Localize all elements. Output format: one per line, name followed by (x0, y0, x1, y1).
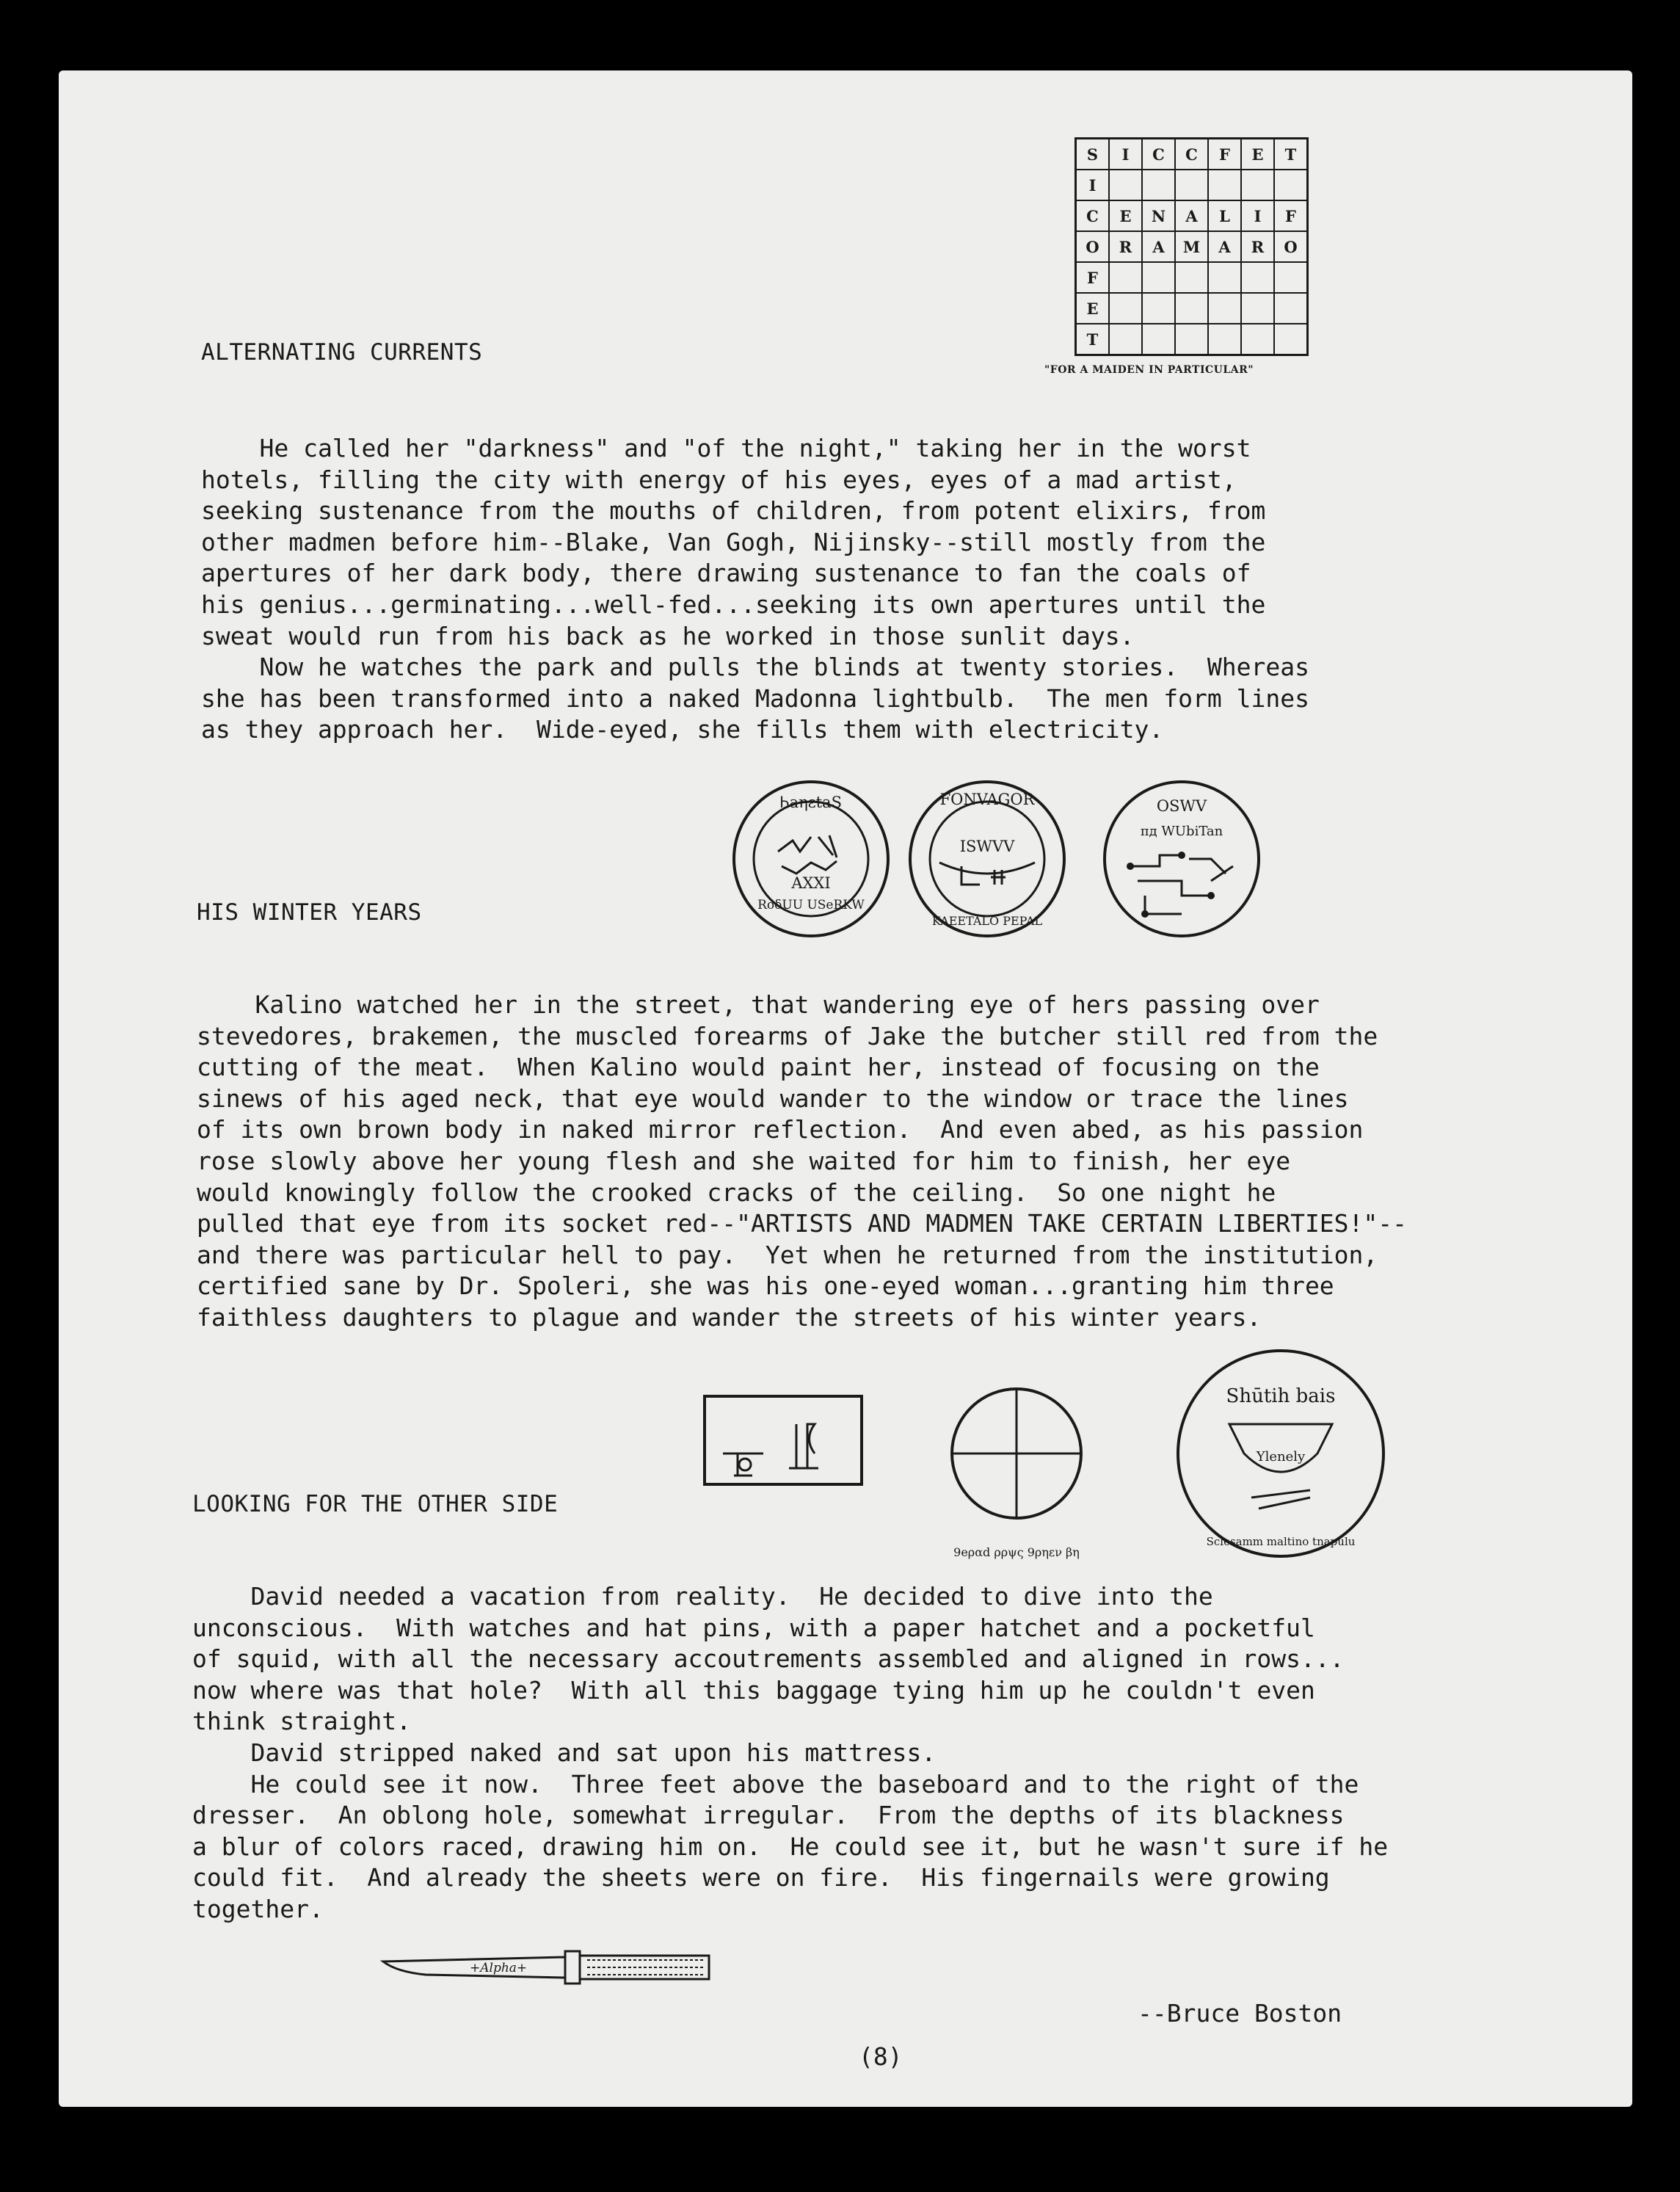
seal-two-top-text: FONVAGOR (939, 791, 1035, 808)
acrostic-grid (1074, 137, 1309, 356)
ornate-seal (1178, 1351, 1383, 1556)
acrostic-cell (1242, 263, 1273, 292)
acrostic-cell: F (1275, 201, 1306, 231)
acrostic-cell: O (1275, 232, 1306, 261)
acrostic-cell: A (1143, 232, 1174, 261)
quadrant-seal-text: 9eραd ρρψς 9ρηεν βη (953, 1545, 1080, 1559)
acrostic-cell (1176, 294, 1207, 323)
seal-two (910, 782, 1064, 936)
acrostic-cell: O (1077, 232, 1108, 261)
acrostic-cell (1176, 170, 1207, 200)
seal-one-top-text: ᏂaηɛtaS (779, 794, 843, 811)
acrostic-cell: M (1176, 232, 1207, 261)
acrostic-cell: T (1275, 139, 1306, 169)
acrostic-cell (1110, 294, 1141, 323)
acrostic-cell (1275, 263, 1306, 292)
acrostic-cell: I (1110, 139, 1141, 169)
acrostic-cell (1209, 324, 1240, 354)
seal-one (734, 782, 888, 936)
seal-one-ring-text: RoδUU USeRKW (757, 898, 865, 912)
acrostic-cell: R (1110, 232, 1141, 261)
acrostic-cell (1143, 324, 1174, 354)
acrostic-cell: A (1209, 232, 1240, 261)
acrostic-cell: E (1242, 139, 1273, 169)
acrostic-cell (1110, 324, 1141, 354)
acrostic-cell: E (1077, 294, 1108, 323)
acrostic-cell: C (1143, 139, 1174, 169)
section-body-his-winter-years: Kalino watched her in the street, that wandering eye of hers passing over stevedores, brakemen, the muscled forearms of Jake the butcher still red from the cutting of the meat. When Kalino would paint her, instead of focusing on the sinews of his aged neck, that eye would wander to the window or trace the lines of its own brown body in naked mirror reflection. And even abed, as his passion rose slowly above her young flesh and she waited for him to finish, her eye would knowingly follow the crooked cracks of the ceiling. So one night he pulled that eye from its socket red--"ARTISTS AND MADMEN TAKE CERTAIN LIBERTIES!"-- and there was particular hell to pay. Yet when he returned from the institution, certified sane by Dr. Spoleri, she was his one-eyed woman...granting him three faithless daughters to plague and wander the streets of his winter years. (197, 990, 1408, 1332)
acrostic-cell: R (1242, 232, 1273, 261)
acrostic-cell: L (1209, 201, 1240, 231)
acrostic-cell: A (1176, 201, 1207, 231)
quadrant-seal (952, 1389, 1081, 1559)
section-body-alternating-currents: He called her "darkness" and "of the night," taking her in the worst hotels, filling the city with energy of his eyes, eyes of a mad artist, seeking sustenance from the mouths of children, from potent elixirs, from other madmen before him--Blake, Van Gogh, Nijinsky--still mostly from the apertures of her dark body, there drawing sustenance to fan the coals of his genius...germinating...well-fed...seeking its own apertures until the sweat would run from his back as he worked in those sunlit days. Now he watches the park and pulls the blinds at twenty stories. Whereas she has been transformed into a naked Madonna lightbulb. The men form lines as they approach her. Wide-eyed, she fills them with electricity. (201, 434, 1309, 744)
acrostic-cell (1209, 170, 1240, 200)
acrostic-cell: S (1077, 139, 1108, 169)
author-signature: --Bruce Boston (1138, 1999, 1342, 2028)
acrostic-cell (1176, 324, 1207, 354)
ornate-seal-top-text: Shūtih bais (1226, 1385, 1336, 1407)
seal-one-mid-text: AXXI (791, 874, 831, 892)
acrostic-caption: "FOR A MAIDEN IN PARTICULAR" (1044, 364, 1254, 376)
acrostic-cell: I (1077, 170, 1108, 200)
acrostic-cell (1143, 170, 1174, 200)
ornate-seal-mid-text: Ylenely (1256, 1449, 1306, 1465)
seal-two-mid-text: ISWVV (959, 838, 1015, 855)
seals-row-two (705, 1343, 1380, 1564)
acrostic-cell: T (1077, 324, 1108, 354)
seal-three-top-text: OSWV (1156, 797, 1207, 815)
seals-row-one (734, 778, 1277, 947)
acrostic-cell: F (1209, 139, 1240, 169)
acrostic-cell (1275, 324, 1306, 354)
knife-label: +Alpha+ (470, 1961, 528, 1975)
acrostic-cell (1242, 170, 1273, 200)
acrostic-cell (1209, 294, 1240, 323)
acrostic-cell: C (1077, 201, 1108, 231)
page-number: (8) (859, 2042, 903, 2071)
knife-illustration (382, 1947, 712, 1988)
ornate-seal-ring-text: Sclesamm maltino tnapulu (1206, 1535, 1356, 1548)
acrostic-cell (1242, 294, 1273, 323)
acrostic-cell (1176, 263, 1207, 292)
acrostic-cell: E (1110, 201, 1141, 231)
acrostic-cell (1110, 170, 1141, 200)
acrostic-cell (1209, 263, 1240, 292)
rune-box (705, 1396, 862, 1484)
acrostic-cell (1242, 324, 1273, 354)
acrostic-cell (1143, 294, 1174, 323)
acrostic-cell (1110, 263, 1141, 292)
acrostic-cell: F (1077, 263, 1108, 292)
acrostic-cell (1275, 294, 1306, 323)
section-title-his-winter-years: HIS WINTER YEARS (197, 899, 422, 926)
seal-three (1105, 782, 1259, 936)
acrostic-cell (1275, 170, 1306, 200)
section-title-alternating-currents: ALTERNATING CURRENTS (201, 339, 483, 366)
acrostic-cell: C (1176, 139, 1207, 169)
acrostic-cell (1143, 263, 1174, 292)
seal-two-ring-text: KAEETALO PEPAL (931, 914, 1043, 928)
section-title-looking-for-the-other-side: LOOKING FOR THE OTHER SIDE (192, 1491, 559, 1517)
acrostic-cell: I (1242, 201, 1273, 231)
seal-three-mid-text: πд WUbiTan (1140, 824, 1223, 839)
acrostic-cell: N (1143, 201, 1174, 231)
section-body-looking-for-the-other-side: David needed a vacation from reality. He decided to dive into the unconscious. With watches and hat pins, with a paper hatchet and a pocketful of squid, with all the necessary accoutrements assembled and aligned in rows... now where was that hole? With all this baggage tying him up he couldn't even think straight. David stripped naked and sat upon his mattress. He could see it now. Three feet above the baseboard and to the right of the dresser. An oblong hole, somewhat irregular. From the depths of its blackness a blur of colors raced, drawing him on. He could see it, but he wasn't sure if he could fit. And already the sheets were on fire. His fingernails were growing together. (192, 1582, 1389, 1923)
